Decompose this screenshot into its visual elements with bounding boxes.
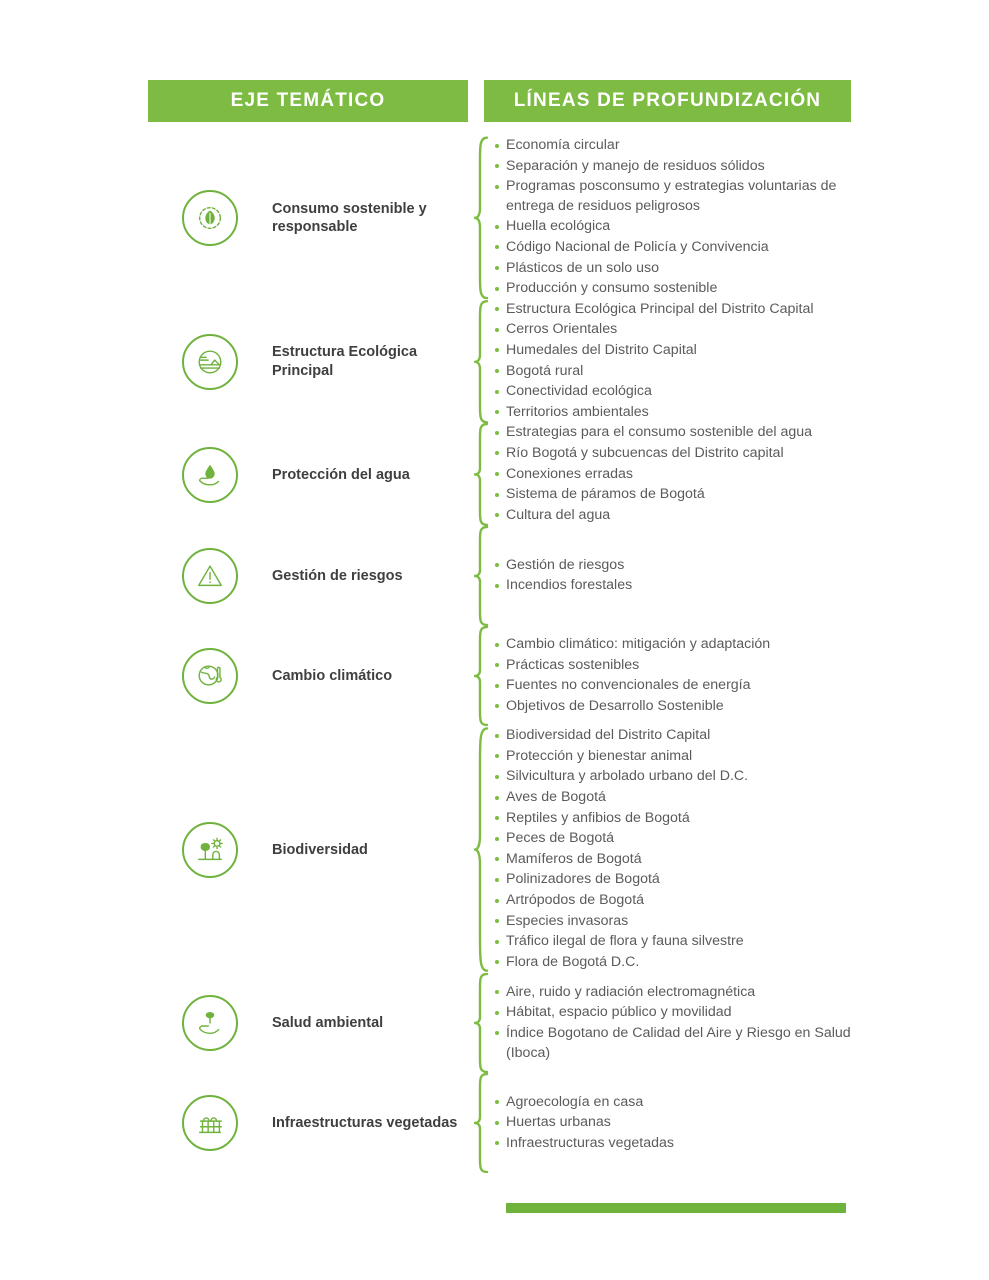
- footer-accent-bar: [506, 1203, 846, 1213]
- theme-title: Biodiversidad: [272, 841, 368, 858]
- list-item: Estructura Ecológica Principal del Distrito Capital: [494, 300, 868, 320]
- deepening-lines-cell: [490, 635, 868, 717]
- deepening-lines-list: [494, 423, 868, 525]
- deepening-lines-cell: [490, 1093, 868, 1155]
- theme-title: Gestión de riesgos: [272, 568, 403, 585]
- theme-row: [148, 136, 868, 300]
- deepening-lines-list: [494, 726, 868, 972]
- deepening-lines-list: [494, 983, 868, 1063]
- deepening-lines-list: [494, 635, 868, 716]
- table-header: [148, 80, 851, 122]
- list-item: Reptiles y anfibios de Bogotá: [494, 809, 868, 829]
- list-item: Cerros Orientales: [494, 320, 868, 340]
- list-item: Hábitat, espacio público y movilidad: [494, 1003, 868, 1023]
- curly-brace-icon: [468, 423, 490, 526]
- theme-icon-cell: [148, 447, 272, 503]
- list-item: Territorios ambientales: [494, 403, 868, 423]
- theme-row: [148, 423, 868, 526]
- list-item: Economía circular: [494, 136, 868, 156]
- list-item: Artrópodos de Bogotá: [494, 891, 868, 911]
- theme-title: Consumo sostenible y responsable: [272, 200, 427, 235]
- list-item: Conectividad ecológica: [494, 382, 868, 402]
- theme-row: [148, 526, 868, 626]
- green-roof-grid-icon: [182, 1095, 238, 1151]
- list-item: Huella ecológica: [494, 217, 868, 237]
- list-item: Protección y bienestar animal: [494, 747, 868, 767]
- list-item: Agroecología en casa: [494, 1093, 868, 1113]
- deepening-lines-list: [494, 556, 868, 596]
- deepening-lines-cell: [490, 423, 868, 526]
- list-item: Cultura del agua: [494, 506, 868, 526]
- theme-title: Infraestructuras vegetadas: [272, 1115, 458, 1132]
- theme-icon-cell: [148, 822, 272, 878]
- theme-title: Cambio climático: [272, 668, 393, 685]
- deepening-lines-cell: [490, 726, 868, 973]
- theme-row: [148, 300, 868, 424]
- leaf-gear-icon: [182, 190, 238, 246]
- globe-thermometer-icon: [182, 648, 238, 704]
- list-item: Código Nacional de Policía y Convivencia: [494, 238, 868, 258]
- deepening-lines-list: [494, 136, 868, 299]
- curly-brace-icon: [468, 136, 490, 300]
- list-item: Río Bogotá y subcuencas del Distrito capital: [494, 444, 868, 464]
- list-item: Estrategias para el consumo sostenible del agua: [494, 423, 868, 443]
- list-item: Biodiversidad del Distrito Capital: [494, 726, 868, 746]
- list-item: Cambio climático: mitigación y adaptación: [494, 635, 868, 655]
- theme-title: Estructura Ecológica Principal: [272, 344, 418, 379]
- list-item: Plásticos de un solo uso: [494, 259, 868, 279]
- curly-brace-icon: [468, 526, 490, 626]
- list-item: Tráfico ilegal de flora y fauna silvestre: [494, 932, 868, 952]
- theme-row: [148, 726, 868, 973]
- list-item: Gestión de riesgos: [494, 556, 868, 576]
- theme-icon-cell: [148, 334, 272, 390]
- list-item: Separación y manejo de residuos sólidos: [494, 157, 868, 177]
- warning-triangle-icon: [182, 548, 238, 604]
- list-item: Aves de Bogotá: [494, 788, 868, 808]
- deepening-lines-list: [494, 1093, 868, 1154]
- deepening-lines-cell: [490, 300, 868, 424]
- list-item: Peces de Bogotá: [494, 829, 868, 849]
- theme-title: Salud ambiental: [272, 1015, 384, 1032]
- list-item: Polinizadores de Bogotá: [494, 870, 868, 890]
- list-item: Programas posconsumo y estrategias voluntarias de entrega de residuos peligrosos: [494, 177, 868, 216]
- curly-brace-icon: [468, 1073, 490, 1173]
- list-item: Bogotá rural: [494, 362, 868, 382]
- landscape-mountains-icon: [182, 334, 238, 390]
- deepening-lines-cell: [490, 136, 868, 300]
- curly-brace-icon: [468, 300, 490, 424]
- water-drop-hand-icon: [182, 447, 238, 503]
- theme-icon-cell: [148, 1095, 272, 1151]
- theme-title: Protección del agua: [272, 466, 410, 483]
- theme-icon-cell: [148, 648, 272, 704]
- hand-plant-health-icon: [182, 995, 238, 1051]
- theme-icon-cell: [148, 995, 272, 1051]
- theme-icon-cell: [148, 548, 272, 604]
- list-item: Especies invasoras: [494, 912, 868, 932]
- deepening-lines-cell: [490, 556, 868, 597]
- theme-rows: [148, 136, 868, 1173]
- theme-row: [148, 626, 868, 726]
- list-item: Huertas urbanas: [494, 1113, 868, 1133]
- list-item: Prácticas sostenibles: [494, 656, 868, 676]
- curly-brace-icon: [468, 626, 490, 726]
- theme-row: [148, 1073, 868, 1173]
- deepening-lines-list: [494, 300, 868, 423]
- tree-sun-biodiversity-icon: [182, 822, 238, 878]
- curly-brace-icon: [468, 973, 490, 1073]
- list-item: Objetivos de Desarrollo Sostenible: [494, 697, 868, 717]
- theme-row: [148, 973, 868, 1073]
- list-item: Conexiones erradas: [494, 465, 868, 485]
- deepening-lines-cell: [490, 983, 868, 1064]
- list-item: Producción y consumo sostenible: [494, 279, 868, 299]
- list-item: Humedales del Distrito Capital: [494, 341, 868, 361]
- list-item: Mamíferos de Bogotá: [494, 850, 868, 870]
- list-item: Flora de Bogotá D.C.: [494, 953, 868, 973]
- list-item: Silvicultura y arbolado urbano del D.C.: [494, 767, 868, 787]
- list-item: Incendios forestales: [494, 576, 868, 596]
- curly-brace-icon: [468, 726, 490, 973]
- header-lineas-profundizacion: LÍNEAS DE PROFUNDIZACIÓN: [484, 80, 851, 122]
- list-item: Fuentes no convencionales de energía: [494, 676, 868, 696]
- list-item: Índice Bogotano de Calidad del Aire y Riesgo en Salud (Iboca): [494, 1024, 868, 1063]
- list-item: Aire, ruido y radiación electromagnética: [494, 983, 868, 1003]
- theme-icon-cell: [148, 190, 272, 246]
- list-item: Infraestructuras vegetadas: [494, 1134, 868, 1154]
- header-eje-tematico: EJE TEMÁTICO: [148, 80, 468, 122]
- list-item: Sistema de páramos de Bogotá: [494, 485, 868, 505]
